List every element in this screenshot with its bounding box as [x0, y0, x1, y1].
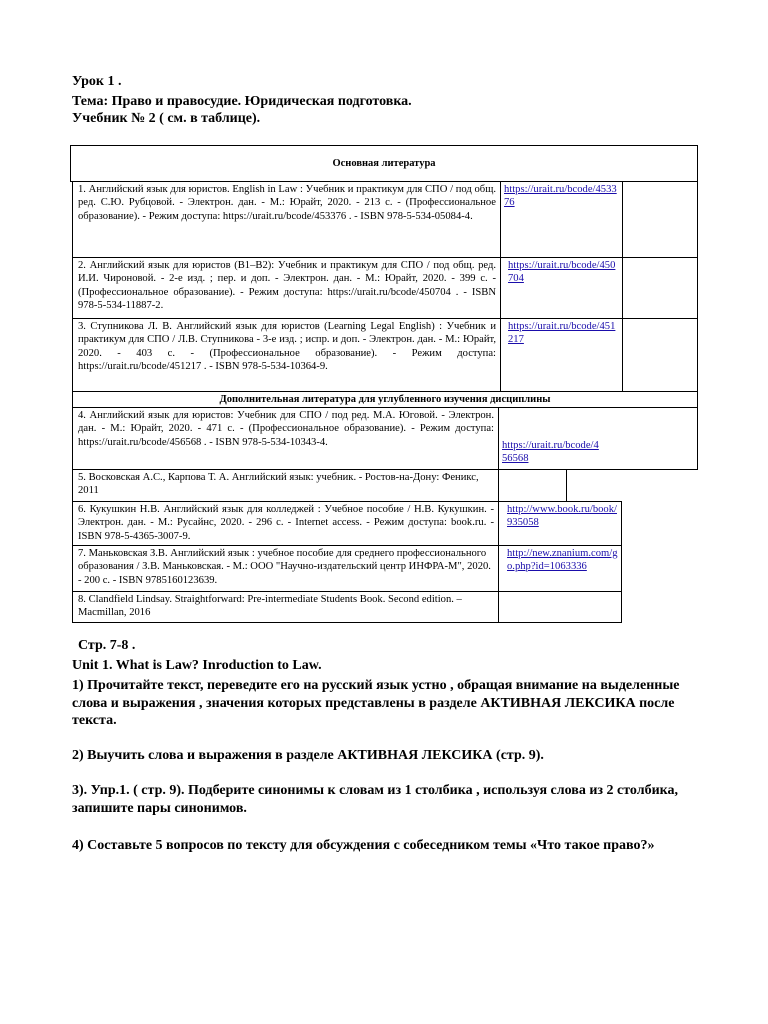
extra-literature-heading-cell: [72, 391, 698, 408]
table-row-3-link[interactable]: https://urait.ru/bcode/451217: [500, 318, 623, 392]
table-row-4-text: 4. Английский язык для юристов: Учебник для СПО / под ред. М.А. Юговой. - Электрон. дан. - М.: Юрайт, 2020. - 471 с. - (Профессиональное образование). - Режим доступа: https://urait.ru/bcode/456568 . - ISBN 978-5-534-10343-4.: [72, 407, 499, 470]
table-row-7-text: 7. Маньковская З.В. Английский язык : учебное пособие для среднего профессионального образования / З.В. Маньковская. - М.: ООО "Научно-издательский центр ИНФРА-М", 2020. - 200 с. - ISBN 9785160123639.: [72, 545, 499, 592]
table-row-1-link[interactable]: https://urait.ru/bcode/453376: [500, 181, 623, 258]
task-3: 3). Упр.1. ( стр. 9). Подберите синонимы к словам из 1 столбика , используя слова из 2 столбика, запишите пары синонимов.: [72, 783, 679, 816]
table-row-7-link[interactable]: http://new.znanium.com/go.php?id=1063336: [498, 545, 622, 592]
table-row-4-link[interactable]: https://urait.ru/bcode/456568: [498, 407, 698, 470]
table-row-3-text: 3. Ступникова Л. В. Английский язык для юристов (Learning Legal English) : Учебник и практикум для СПО / Л.В. Ступникова - 3-е изд. ; испр. и доп. - Электрон. дан. - М.: Юрайт, 2020. - 403 с. - (Профессиональное образование). - Режим доступа: https://urait.ru/bcode/451217 . - ISBN 978-5-534-10364-9.: [72, 318, 501, 392]
table-row-3-empty: [622, 318, 698, 392]
table-row-1-text: 1. Английский язык для юристов. English in Law : Учебник и практикум для СПО / под общ. ред. С.Ю. Рубцовой. - Электрон. дан. - М.: Юрайт, 2020. - 213 с. - (Профессиональное образование). - Режим доступа: https://urait.ru/bcode/453376 . - ISBN 978-5-534-05084-4.: [72, 181, 501, 258]
lesson-topic: Тема: Право и правосудие. Юридическая подготовка.: [72, 94, 412, 109]
unit-title: Unit 1. What is Law? Inroduction to Law.: [72, 658, 322, 673]
table-row-2-link[interactable]: https://urait.ru/bcode/450704: [500, 257, 623, 319]
table-row-1-empty: [622, 181, 698, 258]
table-row-6-text: 6. Кукушкин Н.В. Английский язык для колледжей : Учебное пособие / Н.В. Кукушкин. - Электрон. дан. - М.: Русайнс, 2020. - 296 с. - Internet access. - Режим доступа: book.ru. - ISBN 978-5-4365-3007-9.: [72, 501, 499, 546]
table-row-6-link[interactable]: http://www.book.ru/book/935058: [498, 501, 622, 546]
main-literature-heading-cell: [70, 145, 698, 182]
extra-literature-heading: Дополнительная литература для углубленного изучения дисциплины: [219, 394, 551, 405]
table-row-5-text: 5. Восковская А.С., Карпова Т. А. Английский язык: учебник. - Ростов-на-Дону: Феникс, 2011: [72, 469, 499, 502]
lesson-title: Урок 1 .: [72, 74, 122, 89]
table-row-2-text: 2. Английский язык для юристов (B1–B2): Учебник и практикум для СПО / под общ. ред. И.И. Чироновой. - 2-е изд. ; пер. и доп. - Электрон. дан. - М.: Юрайт, 2020. - 399 с. - (Профессиональное образование). - Режим доступа: https://urait.ru/bcode/450704 . - ISBN 978-5-534-11887-2.: [72, 257, 501, 319]
table-row-8-empty: [498, 591, 622, 623]
task-2: 2) Выучить слова и выражения в разделе АКТИВНАЯ ЛЕКСИКА (стр. 9).: [72, 748, 544, 763]
task-4: 4) Составьте 5 вопросов по тексту для обсуждения с собеседником темы «Что такое право?»: [72, 838, 655, 853]
task-1: 1) Прочитайте текст, переведите его на русский язык устно , обращая внимание на выделенные слова и выражения , значения которых представлены в разделе АКТИВНАЯ ЛЕКСИКА после текста.: [72, 678, 680, 728]
table-row-8-text: 8. Clandfield Lindsay. Straightforward: Pre-intermediate Students Book. Second edition. – Macmillan, 2016: [72, 591, 499, 623]
page-reference: Стр. 7-8 .: [78, 638, 136, 653]
main-literature-heading: Основная литература: [332, 158, 436, 169]
table-row-2-empty: [622, 257, 698, 319]
table-row-5-empty: [498, 469, 567, 502]
textbook-note: Учебник № 2 ( см. в таблице).: [72, 111, 261, 126]
